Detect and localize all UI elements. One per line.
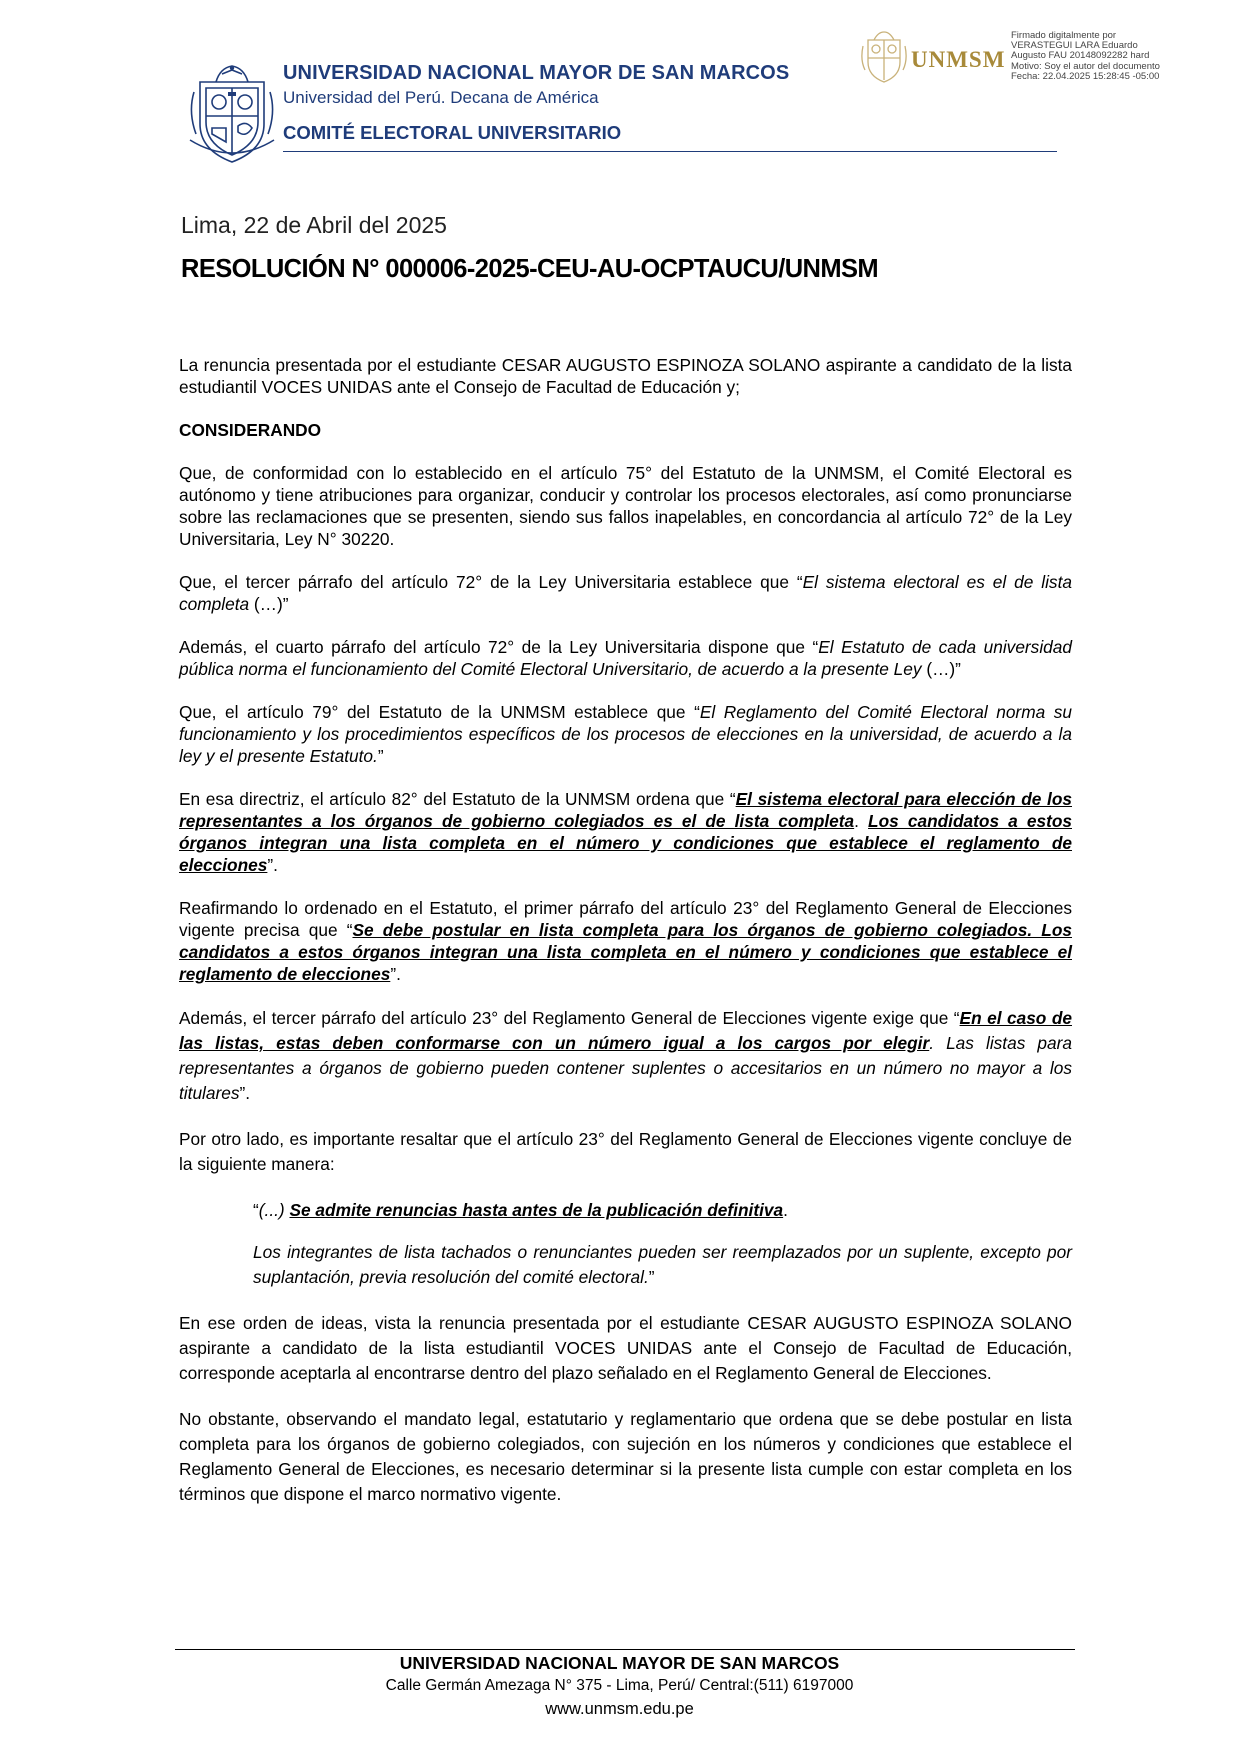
p5-end: ”. [267, 855, 278, 875]
p7-text: Además, el tercer párrafo del artículo 23° del Reglamento General de Elecciones vigente exige que “ [179, 1008, 960, 1028]
p3-text: Además, el cuarto párrafo del artículo 72° de la Ley Universitaria dispone que “ [179, 637, 819, 657]
footer-divider [175, 1649, 1075, 1650]
document-body [179, 354, 1072, 1528]
p7-quote-italic: . Las listas para representantes a órganos de gobierno pueden contener suplentes o accesitarios en un número no mayor a los titulares [179, 1033, 1073, 1103]
p2-end: (…)” [249, 594, 289, 614]
q1-open: “ [253, 1200, 259, 1220]
resolution-title: RESOLUCIÓN N° 000006-2025-CEU-AU-OCPTAUCU/UNMSM [181, 255, 879, 283]
p4-quote: El Reglamento del Comité Electoral norma su funcionamiento y los procedimientos específicos de los procesos de elecciones en la universidad, de acuerdo a la ley y el presente Estatuto. [179, 702, 1073, 766]
document-date: Lima, 22 de Abril del 2025 [181, 212, 447, 238]
p6-text: Reafirmando lo ordenado en el Estatuto, el primer párrafo del artículo 23° del Reglamento General de Elecciones vigente precisa que “ [179, 898, 1072, 940]
considerando-heading: CONSIDERANDO [179, 420, 322, 440]
digital-signature-block: Firmado digitalmente por VERASTEGUI LARA Eduardo Augusto FAU 20148092282 hard Motivo: Soy el autor del documento Fecha: 22.04.2025 15:28:45 -05:00 [1011, 30, 1160, 82]
university-crest-logo [186, 62, 278, 166]
footer-website: www.unmsm.edu.pe [545, 1700, 694, 1718]
paragraph-9: En ese orden de ideas, vista la renuncia presentada por el estudiante CESAR AUGUSTO ESPINOZA SOLANO aspirante a candidato de la lista estudiantil VOCES UNIDAS ante el Consejo de Facultad de Educación, corresponde aceptarla al encontrarse dentro del plazo señalado en el Reglamento General de Elecciones. [179, 1313, 1072, 1383]
paragraph-6 [179, 897, 1072, 985]
p2-quote: El sistema electoral es el de lista completa [179, 572, 1072, 614]
intro-paragraph: La renuncia presentada por el estudiante CESAR AUGUSTO ESPINOZA SOLANO aspirante a candidato de la lista estudiantil VOCES UNIDAS ante el Consejo de Facultad de Educación y; [179, 355, 1072, 397]
q1-end: . [783, 1200, 788, 1220]
unmsm-seal-text: UNMSM [911, 47, 1006, 72]
p6-end: ”. [390, 964, 401, 984]
committee-name: COMITÉ ELECTORAL UNIVERSITARIO [283, 122, 622, 143]
paragraph-5 [179, 788, 1072, 876]
footer-address: Calle Germán Amezaga N° 375 - Lima, Perú/ Central:(511) 6197000 [385, 1677, 854, 1694]
p5-sep: . [854, 811, 869, 831]
p4-text: Que, el artículo 79° del Estatuto de la UNMSM establece que “ [179, 702, 700, 722]
university-subtitle: Universidad del Perú. Decana de América [283, 88, 599, 107]
p3-end: (…)” [921, 659, 961, 679]
paragraph-2 [179, 571, 1072, 615]
p7-quote-bold: En el caso de las listas, estas deben conformarse con un número igual a los cargos por elegir [179, 1008, 1072, 1053]
p5-quote-1: El sistema electoral para elección de los representantes a los órganos de gobierno colegiados es el de lista completa [179, 789, 1072, 831]
p5-text: En esa directriz, el artículo 82° del Estatuto de la UNMSM ordena que “ [179, 789, 736, 809]
q2-close: ” [648, 1267, 655, 1287]
paragraph-10: No obstante, observando el mandato legal, estatutario y reglamentario que ordena que se debe postular en lista completa para los órganos de gobierno colegiados, con sujeción en los números y condiciones que establece el Reglamento General de Elecciones, es necesario determinar si la presente lista cumple con estar completa en los términos que dispone el marco normativo vigente. [179, 1409, 1072, 1504]
q2-quote: Los integrantes de lista tachados o renunciantes pueden ser reemplazados por un suplente, excepto por suplantación, previa resolución del comité electoral. [253, 1242, 1072, 1287]
q1-ellipsis: (...) [258, 1200, 290, 1220]
p5-quote-2: Los candidatos a estos órganos integran una lista completa en el número y condiciones que establece el reglamento de elecciones [179, 811, 1072, 875]
unmsm-seal-icon [860, 30, 908, 86]
p7-end: ”. [239, 1083, 251, 1103]
paragraph-8: Por otro lado, es importante resaltar que el artículo 23° del Reglamento General de Elecciones vigente concluye de la siguiente manera: [179, 1129, 1072, 1174]
p3-quote: El Estatuto de cada universidad pública norma el funcionamiento del Comité Electoral Universitario, de acuerdo a la presente Ley [179, 637, 1072, 679]
p2-text: Que, el tercer párrafo del artículo 72° de la Ley Universitaria establece que “ [179, 572, 803, 592]
p6-quote: Se debe postular en lista completa para los órganos de gobierno colegiados. Los candidatos a estos órganos integran una lista completa en el número y condiciones que establece el reglamento de elecciones [179, 920, 1072, 984]
paragraph-7 [179, 1006, 1072, 1106]
quote-1 [253, 1198, 1072, 1223]
quote-2 [253, 1240, 1072, 1290]
header-divider [283, 151, 1057, 152]
footer-university-name: UNIVERSIDAD NACIONAL MAYOR DE SAN MARCOS [399, 1653, 840, 1673]
paragraph-1: Que, de conformidad con lo establecido en el artículo 75° del Estatuto de la UNMSM, el Comité Electoral es autónomo y tiene atribuciones para organizar, conducir y controlar los procesos electorales, así como pronunciarse sobre las reclamaciones que se presenten, siendo sus fallos inapelables, en concordancia al artículo 72° de la Ley Universitaria, Ley N° 30220. [179, 463, 1072, 549]
paragraph-3 [179, 636, 1072, 680]
p4-end: ” [377, 746, 384, 766]
paragraph-4 [179, 701, 1072, 767]
q1-quote: Se admite renuncias hasta antes de la publicación definitiva [289, 1200, 784, 1220]
university-name: UNIVERSIDAD NACIONAL MAYOR DE SAN MARCOS [283, 62, 790, 84]
